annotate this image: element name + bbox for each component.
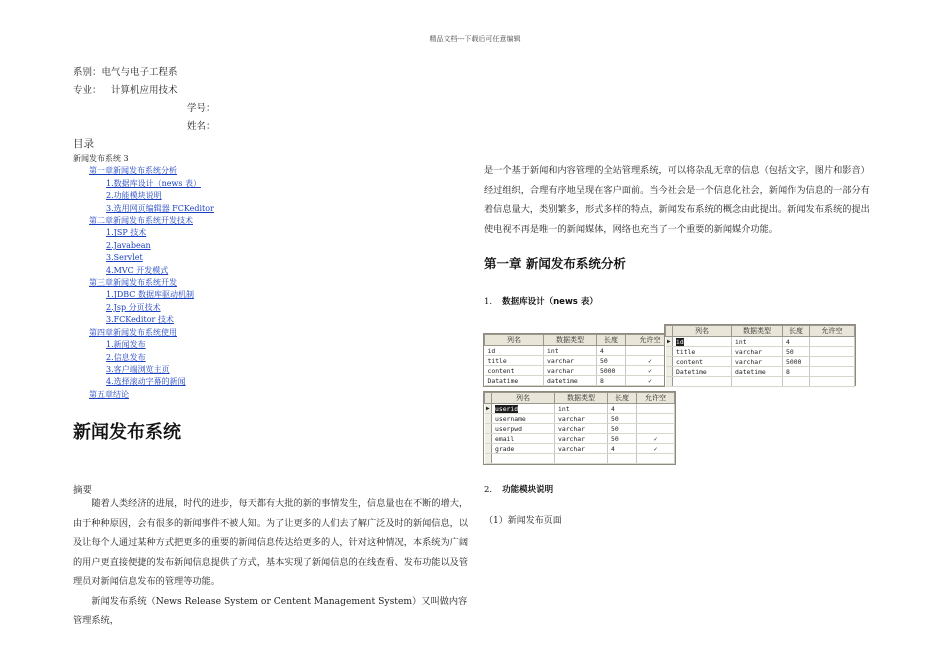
student-id-label: 学号： (187, 103, 216, 114)
col-header-length[interactable]: 长度 (608, 393, 637, 404)
toc-item[interactable]: 新闻发布系统 3 (73, 154, 129, 163)
row-selector[interactable] (485, 414, 492, 424)
abstract-body (73, 494, 473, 631)
cell-name[interactable]: content (673, 357, 732, 367)
table-row[interactable] (485, 434, 675, 444)
table-row[interactable] (485, 454, 675, 464)
cell-type[interactable]: varchar (732, 357, 783, 367)
toc-item[interactable]: 1.新闻发布 (106, 340, 146, 350)
col-header-length[interactable]: 长度 (597, 335, 626, 346)
table-row[interactable] (485, 404, 675, 414)
col-header-name[interactable]: 列名 (485, 335, 544, 346)
col-header-length[interactable]: 长度 (783, 326, 810, 337)
abstract-label: 摘要 (73, 485, 93, 496)
cell-type[interactable]: datetime (544, 376, 597, 386)
toc-item[interactable]: 第五章结论 (89, 389, 129, 399)
cell-length[interactable]: 50 (608, 414, 637, 424)
abstract-paragraph: 新闻发布系统（News Release System or Centent Management System）又叫做内容管理系统， (73, 595, 468, 626)
cell-length[interactable]: 4 (608, 404, 637, 414)
major-label: 专业： (73, 85, 102, 96)
cell-length[interactable]: 4 (608, 444, 637, 454)
toc-item[interactable]: 2.Jsp 分页技术 (106, 302, 161, 312)
abstract-paragraph: 随着人类经济的进展，时代的进步，每天都有大批的新的事情发生，信息量也在不断的增大，由于种种原因，会有很多的新闻事件不被人知。为了让更多的人们去了解广泛及时的新闻信息，以及让每个人通过某种方式把更多的重要的新闻信息传达给更多的人，针对这种情况，本系统为广阔的用户更直接便捷的发布新闻信息提供了方式，基本实现了新闻信息的在线查看、发布功能以及管理员对新闻信息发布的管理等功能。 (73, 498, 469, 587)
cell-name[interactable]: title (485, 356, 544, 366)
col-header-type[interactable]: 数据类型 (544, 335, 597, 346)
col-header-type[interactable]: 数据类型 (555, 393, 608, 404)
cell-type[interactable]: varchar (732, 347, 783, 357)
news-table-right (664, 324, 856, 386)
row-selector[interactable] (666, 347, 673, 357)
toc-item[interactable]: 1.JDBC 数据库驱动机制 (106, 290, 194, 300)
row-selector[interactable] (666, 367, 673, 377)
name-label: 姓名： (187, 121, 216, 132)
toc-item[interactable]: 1.JSP 技术 (106, 228, 147, 238)
cell-length[interactable]: 5000 (597, 366, 626, 376)
table-row[interactable] (666, 357, 855, 367)
news-table-right-grid (665, 325, 855, 387)
cell-name[interactable] (492, 404, 555, 414)
col-header-name[interactable]: 列名 (673, 326, 732, 337)
row-selector[interactable] (485, 424, 492, 434)
cell-name[interactable] (673, 337, 732, 347)
cell-nullable[interactable] (810, 357, 855, 367)
check-icon[interactable] (637, 404, 675, 414)
toc-item[interactable]: 3.客户端浏览主页 (106, 364, 170, 374)
check-icon[interactable]: ✓ (626, 376, 675, 386)
table-row[interactable] (485, 356, 675, 366)
cell-length[interactable]: 5000 (783, 357, 810, 367)
row-selector[interactable] (485, 454, 492, 464)
cell-nullable[interactable] (810, 347, 855, 357)
cell-type[interactable]: datetime (732, 367, 783, 377)
cell-type[interactable]: varchar (555, 444, 608, 454)
cell-name[interactable]: grade (492, 444, 555, 454)
check-icon[interactable]: ✓ (626, 356, 675, 366)
cell-length[interactable]: 4 (597, 346, 626, 356)
check-icon[interactable]: ✓ (637, 444, 675, 454)
col-header-nullable[interactable]: 允许空 (626, 335, 675, 346)
check-icon[interactable] (637, 414, 675, 424)
cell-name[interactable]: id (485, 346, 544, 356)
row-pointer-icon[interactable]: ▶ (666, 338, 671, 345)
section-heading-modules (484, 483, 553, 495)
col-header-name[interactable]: 列名 (492, 393, 555, 404)
table-row[interactable] (485, 414, 675, 424)
row-selector[interactable] (485, 434, 492, 444)
major-value: 计算机应用技术 (111, 85, 178, 96)
check-icon[interactable]: ✓ (626, 366, 675, 376)
col-header-nullable[interactable]: 允许空 (810, 326, 855, 337)
row-selector[interactable] (485, 444, 492, 454)
news-table-left (483, 333, 676, 387)
table-row[interactable] (666, 337, 855, 347)
cell-type[interactable]: varchar (544, 356, 597, 366)
table-row[interactable] (666, 377, 855, 387)
table-row[interactable] (485, 444, 675, 454)
row-selector-header (666, 326, 673, 337)
cell-name[interactable]: title (673, 347, 732, 357)
toc-title: 目录 (73, 138, 94, 150)
toc-item[interactable]: 3.选用网页编辑器 FCKeditor (106, 203, 214, 213)
toc-item[interactable]: 第四章新闻发布系统使用 (89, 327, 177, 337)
table-row[interactable] (485, 346, 675, 356)
cell-nullable[interactable] (810, 367, 855, 377)
users-table-grid (484, 392, 675, 464)
chapter-heading: 第一章 新闻发布系统分析 (484, 256, 626, 271)
cell-name[interactable]: Datetime (673, 367, 732, 377)
toc-item[interactable]: 3.FCKeditor 技术 (106, 315, 174, 325)
section-title: 功能模块说明 (502, 485, 554, 495)
toc-item[interactable]: 4.选择滚动字幕的新闻 (106, 377, 186, 387)
table-header-row (485, 335, 675, 346)
cell-length[interactable]: 4 (783, 337, 810, 347)
cell-type[interactable]: int (555, 404, 608, 414)
table-row[interactable] (666, 367, 855, 377)
section-title: 数据库设计（news 表） (502, 297, 598, 307)
subsection-heading: （1）新闻发布页面 (484, 516, 562, 526)
cell-name[interactable]: username (492, 414, 555, 424)
table-row[interactable] (485, 424, 675, 434)
cell-nullable[interactable] (810, 337, 855, 347)
row-selector[interactable] (666, 357, 673, 367)
cell-length[interactable]: 50 (608, 434, 637, 444)
cell-length[interactable]: 50 (783, 347, 810, 357)
selected-cell-text[interactable]: id (676, 337, 684, 346)
cell-name[interactable]: userpwd (492, 424, 555, 434)
cell-length[interactable]: 50 (608, 424, 637, 434)
cell-type[interactable]: varchar (544, 366, 597, 376)
toc-item[interactable]: 第三章新闻发布系统开发 (89, 278, 177, 288)
toc-item[interactable]: 2.Javabean (106, 240, 151, 250)
page-header: 精品文档---下载后可任意编辑 (429, 35, 521, 43)
toc-item[interactable]: 2.功能模块说明 (106, 191, 162, 201)
section-number: 1. (484, 297, 493, 307)
cell-type[interactable]: varchar (555, 424, 608, 434)
table-row[interactable] (666, 347, 855, 357)
toc-item[interactable]: 3.Servlet (106, 253, 143, 263)
cell-type[interactable]: int (544, 346, 597, 356)
section-number: 2. (484, 485, 493, 495)
cell-type[interactable]: varchar (555, 414, 608, 424)
section-heading-db (484, 295, 598, 307)
selected-cell-text[interactable]: userid (495, 404, 519, 413)
cell-length[interactable]: 8 (783, 367, 810, 377)
users-table (483, 391, 676, 465)
toc-item[interactable]: 1.数据库设计（news 表） (106, 178, 202, 188)
cell-type[interactable]: varchar (555, 434, 608, 444)
table-row[interactable] (485, 366, 675, 376)
news-table-grid (484, 334, 675, 386)
toc-item[interactable]: 第二章新闻发布系统开发技术 (89, 216, 193, 226)
table-row[interactable] (485, 376, 675, 386)
intro-paragraph (484, 161, 876, 239)
row-selector[interactable] (666, 377, 673, 387)
check-icon[interactable]: ✓ (637, 434, 675, 444)
table-header-row (666, 326, 855, 337)
col-header-nullable[interactable]: 允许空 (637, 393, 675, 404)
cell-length[interactable]: 8 (597, 376, 626, 386)
cell-length[interactable]: 50 (597, 356, 626, 366)
cell-name[interactable]: content (485, 366, 544, 376)
row-pointer-icon[interactable]: ▶ (485, 405, 490, 412)
doc-title: 新闻发布系统 (73, 422, 181, 443)
department-line: 系别：电气与电子工程系 (73, 67, 178, 78)
toc-item[interactable]: 4.MVC 开发模式 (106, 265, 169, 275)
cell-name[interactable]: Datatime (485, 376, 544, 386)
col-header-type[interactable]: 数据类型 (732, 326, 783, 337)
cell-type[interactable]: int (732, 337, 783, 347)
check-icon[interactable] (637, 424, 675, 434)
toc-item[interactable]: 2.信息发布 (106, 352, 146, 362)
toc-item[interactable]: 第一章新闻发布系统分析 (89, 166, 177, 176)
cell-name[interactable]: email (492, 434, 555, 444)
intro-text: 是一个基于新闻和内容管理的全站管理系统，可以将杂乱无章的信息（包括文字，图片和影音）经过组织，合理有序地呈现在客户面前。当今社会是一个信息化社会，新闻作为信息的一部分有着信息量大，类别繁多，形式多样的特点，新闻发布系统的概念由此提出。新闻发布系统的提出使电视不再是唯一的新闻媒体，网络也充当了一个重要的新闻媒介功能。 (484, 165, 870, 235)
row-selector-header (485, 393, 492, 404)
toc-list (73, 153, 214, 401)
table-header-row (485, 393, 675, 404)
